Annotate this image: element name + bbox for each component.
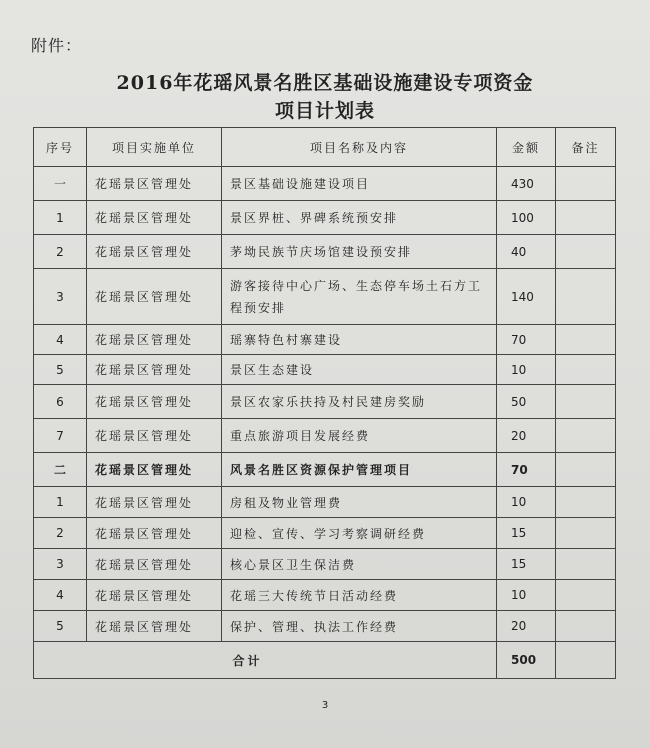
row-unit: 花瑶景区管理处	[87, 453, 222, 487]
row-project-name: 景区界桩、界碑系统预安排	[222, 201, 497, 235]
row-note	[556, 580, 616, 611]
row-note	[556, 453, 616, 487]
row-amount: 140	[497, 269, 556, 325]
row-note	[556, 487, 616, 518]
row-note	[556, 385, 616, 419]
row-amount: 50	[497, 385, 556, 419]
column-header-number: 序号	[34, 128, 87, 167]
row-number: 一	[34, 167, 87, 201]
total-label: 合计	[34, 642, 497, 679]
column-header-project: 项目名称及内容	[222, 128, 497, 167]
row-note	[556, 269, 616, 325]
column-header-unit: 项目实施单位	[87, 128, 222, 167]
row-amount: 10	[497, 355, 556, 385]
table-row	[34, 269, 616, 325]
row-project-name: 花瑶三大传统节日活动经费	[222, 580, 497, 611]
table-row	[34, 385, 616, 419]
column-header-amount: 金额	[497, 128, 556, 167]
row-project-name: 核心景区卫生保洁费	[222, 549, 497, 580]
column-header-note: 备注	[556, 128, 616, 167]
row-unit: 花瑶景区管理处	[87, 487, 222, 518]
row-number: 7	[34, 419, 87, 453]
row-number: 2	[34, 518, 87, 549]
row-note	[556, 235, 616, 269]
row-number: 4	[34, 580, 87, 611]
row-project-name: 茅坳民族节庆场馆建设预安排	[222, 235, 497, 269]
table-row-section	[34, 453, 616, 487]
row-project-name: 景区基础设施建设项目	[222, 167, 497, 201]
table-row	[34, 325, 616, 355]
table-row	[34, 518, 616, 549]
row-number: 1	[34, 487, 87, 518]
row-note	[556, 549, 616, 580]
row-unit: 花瑶景区管理处	[87, 201, 222, 235]
total-amount: 500	[497, 642, 556, 679]
table-total-row	[34, 642, 616, 679]
table-row	[34, 549, 616, 580]
row-amount: 40	[497, 235, 556, 269]
row-note	[556, 611, 616, 642]
row-amount: 430	[497, 167, 556, 201]
row-project-name: 景区生态建设	[222, 355, 497, 385]
row-note	[556, 518, 616, 549]
table-row	[34, 355, 616, 385]
row-note	[556, 325, 616, 355]
row-amount: 15	[497, 549, 556, 580]
row-number: 6	[34, 385, 87, 419]
table-row	[34, 201, 616, 235]
row-amount: 20	[497, 419, 556, 453]
row-project-name: 迎检、宣传、学习考察调研经费	[222, 518, 497, 549]
row-project-name: 瑶寨特色村寨建设	[222, 325, 497, 355]
row-number: 5	[34, 611, 87, 642]
table-row	[34, 580, 616, 611]
row-project-name: 保护、管理、执法工作经费	[222, 611, 497, 642]
row-number: 4	[34, 325, 87, 355]
row-unit: 花瑶景区管理处	[87, 167, 222, 201]
row-number: 5	[34, 355, 87, 385]
row-unit: 花瑶景区管理处	[87, 235, 222, 269]
row-project-name: 景区农家乐扶持及村民建房奖励	[222, 385, 497, 419]
project-plan-table	[33, 127, 616, 679]
row-unit: 花瑶景区管理处	[87, 419, 222, 453]
table-header-row	[34, 128, 616, 167]
row-amount: 20	[497, 611, 556, 642]
row-note	[556, 167, 616, 201]
row-amount: 10	[497, 580, 556, 611]
row-amount: 70	[497, 325, 556, 355]
row-number: 2	[34, 235, 87, 269]
row-project-name: 游客接待中心广场、生态停车场土石方工程预安排	[222, 269, 497, 325]
row-number: 二	[34, 453, 87, 487]
row-unit: 花瑶景区管理处	[87, 269, 222, 325]
document-subtitle: 项目计划表	[274, 100, 375, 122]
row-amount: 15	[497, 518, 556, 549]
row-unit: 花瑶景区管理处	[87, 355, 222, 385]
row-number: 3	[34, 549, 87, 580]
page-number: 3	[321, 700, 329, 711]
row-note	[556, 355, 616, 385]
row-amount: 10	[497, 487, 556, 518]
row-unit: 花瑶景区管理处	[87, 385, 222, 419]
row-project-name: 房租及物业管理费	[222, 487, 497, 518]
row-note	[556, 201, 616, 235]
table-row	[34, 235, 616, 269]
row-note	[556, 419, 616, 453]
row-number: 3	[34, 269, 87, 325]
row-amount: 100	[497, 201, 556, 235]
row-unit: 花瑶景区管理处	[87, 611, 222, 642]
table-row	[34, 419, 616, 453]
table-row	[34, 167, 616, 201]
row-number: 1	[34, 201, 87, 235]
row-project-name: 重点旅游项目发展经费	[222, 419, 497, 453]
row-amount: 70	[497, 453, 556, 487]
row-project-name: 风景名胜区资源保护管理项目	[222, 453, 497, 487]
table-row	[34, 611, 616, 642]
row-unit: 花瑶景区管理处	[87, 549, 222, 580]
row-unit: 花瑶景区管理处	[87, 325, 222, 355]
attachment-label: 附件：	[31, 36, 83, 55]
row-unit: 花瑶景区管理处	[87, 518, 222, 549]
row-unit: 花瑶景区管理处	[87, 580, 222, 611]
total-note	[556, 642, 616, 679]
table-row	[34, 487, 616, 518]
document-title: 2016年花瑶风景名胜区基础设施建设专项资金	[116, 72, 534, 94]
